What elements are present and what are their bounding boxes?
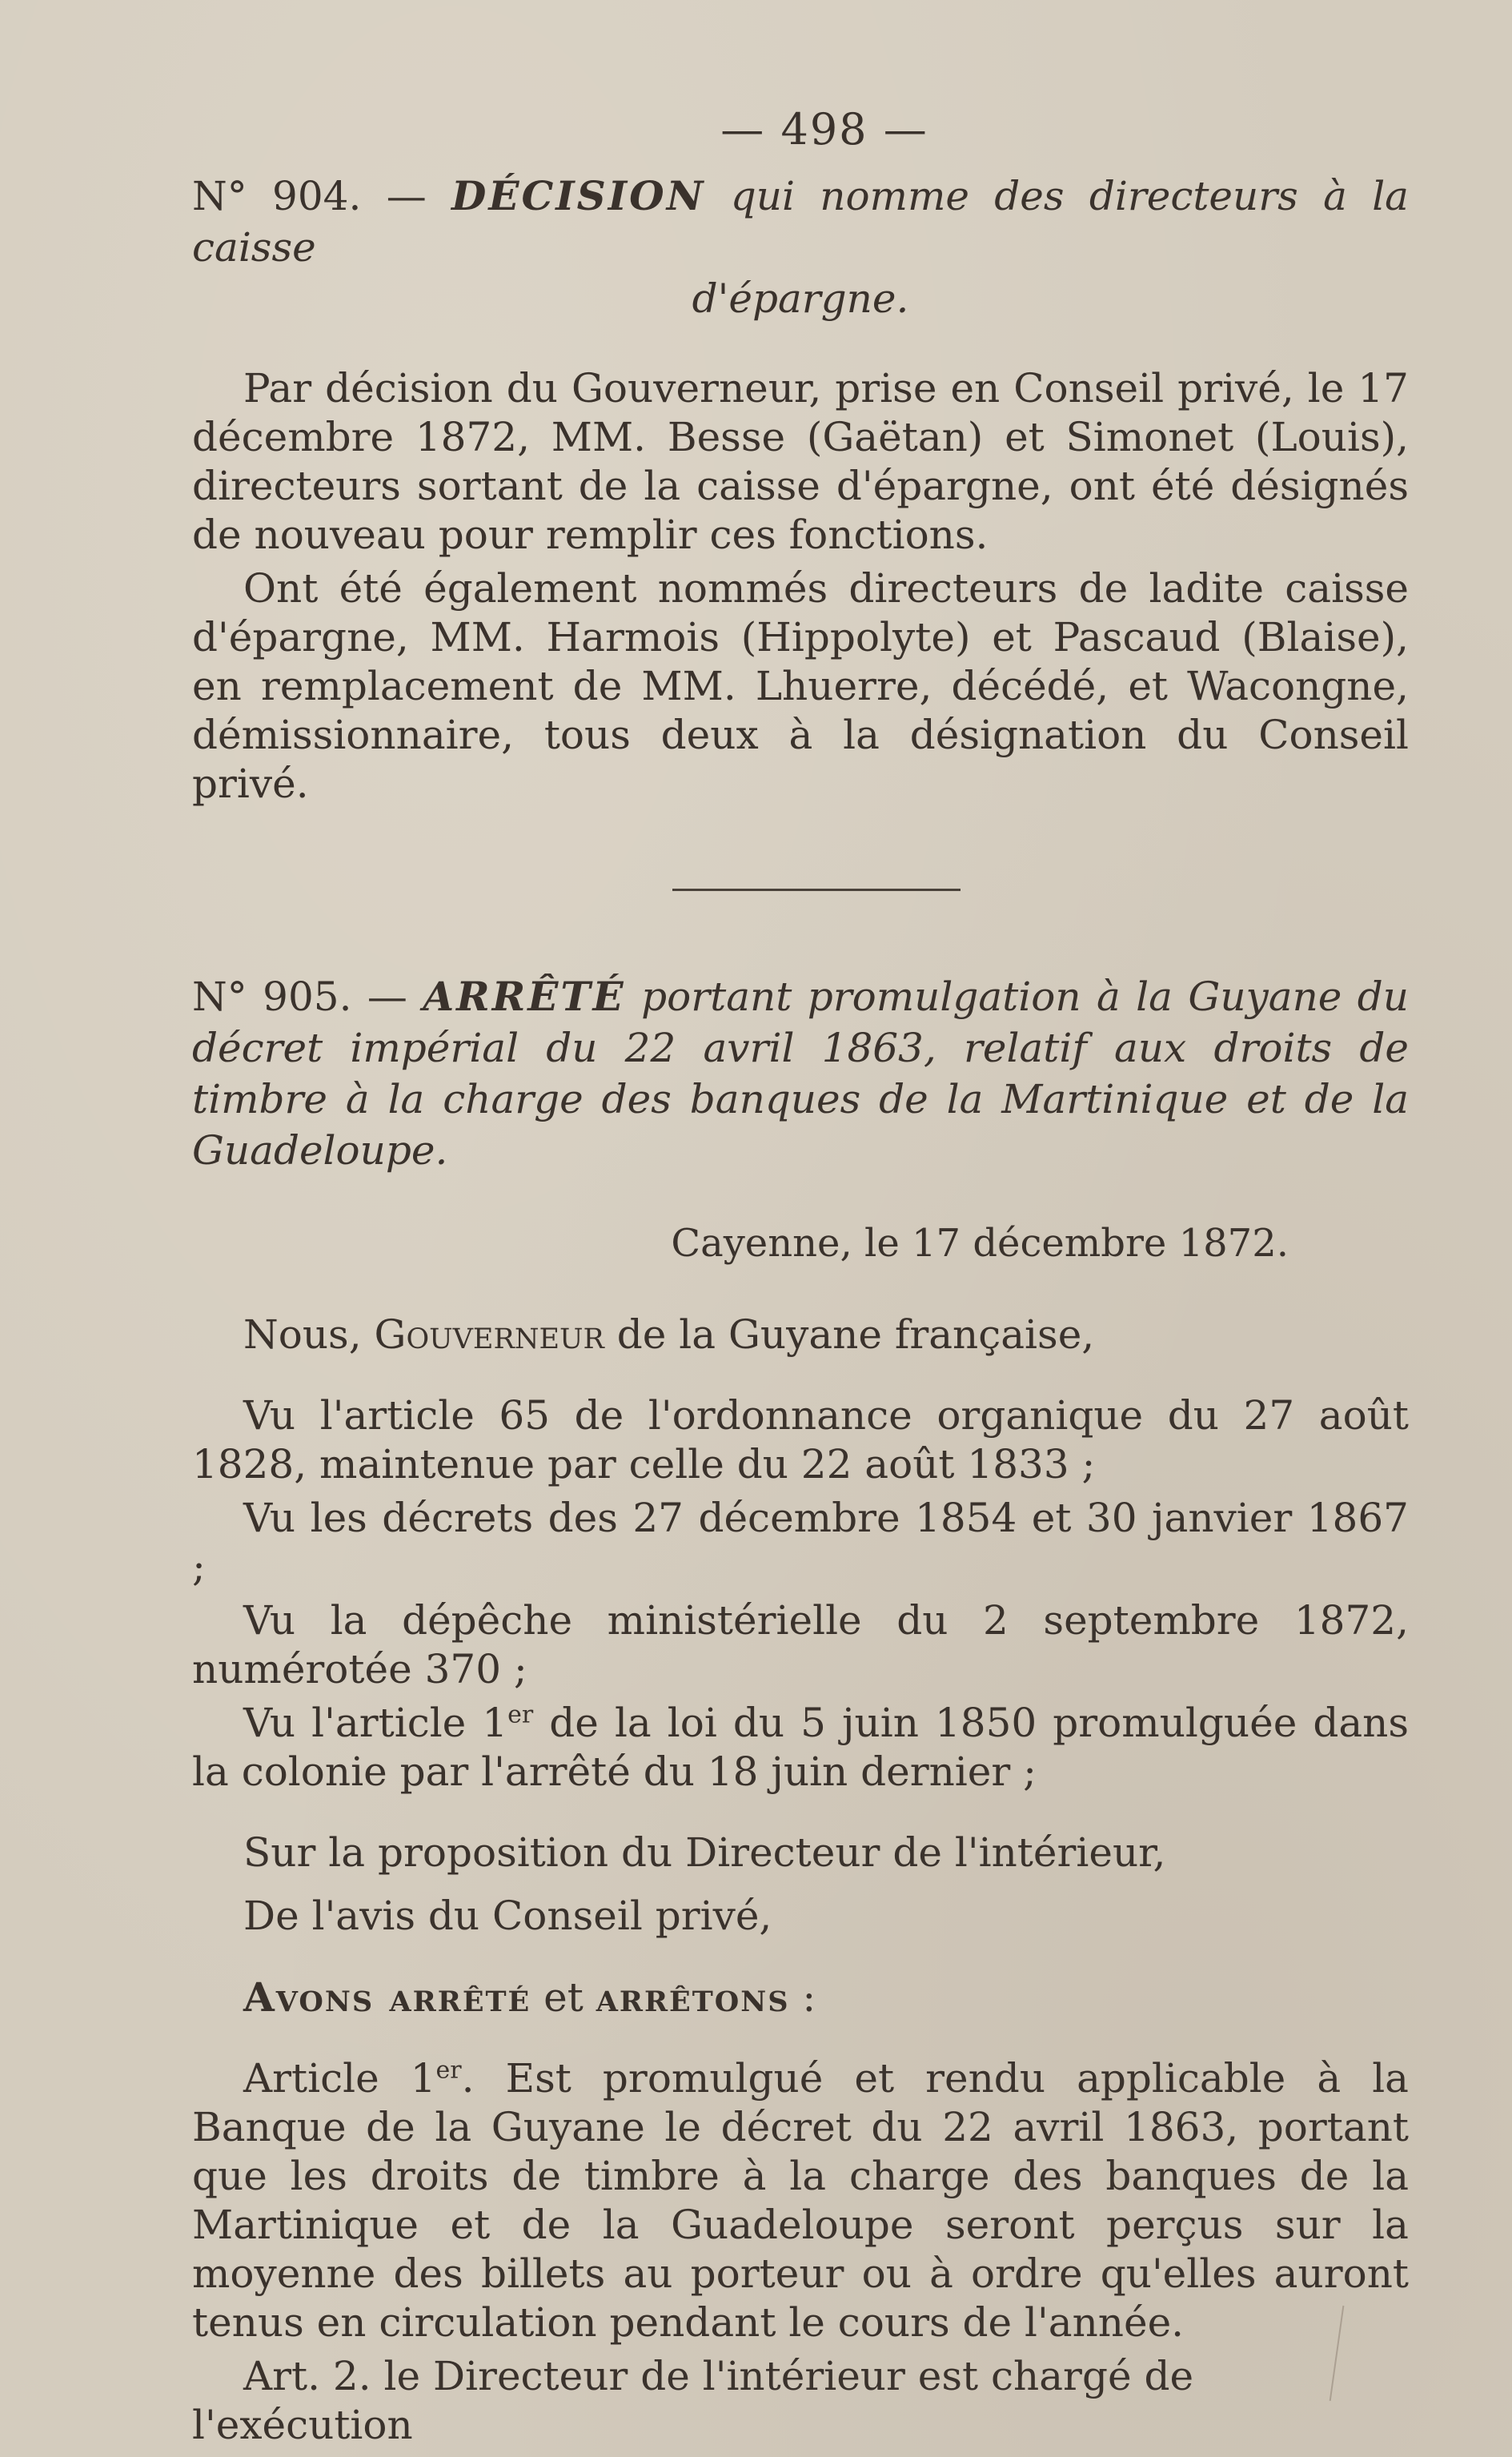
article-1-a: Article 1 (243, 2055, 436, 2102)
avons-arrete-mid: et (531, 1974, 596, 2021)
avons-arrete-1: Avons arrêté (243, 1973, 531, 2021)
article-2: Art. 2. le Directeur de l'intérieur est chargé de l'exécution (192, 2353, 1194, 2448)
entry-905-heading: ARRÊTÉ (423, 973, 626, 1020)
page-number: — 498 — (720, 104, 928, 155)
entry-904-heading-line2: d'épargne. (692, 275, 909, 322)
avons-arrete-2: arrêtons (596, 1973, 790, 2021)
gouverneur-title: Gouverneur (374, 1311, 604, 1358)
entry-904 (192, 171, 1409, 809)
nous-gouverneur (192, 1311, 1409, 1359)
entry-905 (192, 971, 1409, 2450)
document-page (192, 104, 1409, 2455)
entry-905-dash: — (351, 974, 423, 1020)
considerant-2: Vu les décrets des 27 décembre 1854 et 30 janvier 1867 ; (192, 1495, 1409, 1590)
article-1-b: . Est promulgué et rendu applicable à la Banque de la Guyane le décret du 22 avril 1863, portant que les droits de timbre à la charge des banques de la Martinique et de la Guadeloupe seront perçus sur la moyenne des billets au porteur ou à ordre qu'elles auront tenus en circulation pendant le cours de l'année. (192, 2055, 1409, 2346)
section-divider (672, 889, 961, 891)
entry-904-paragraph-1: Par décision du Gouverneur, prise en Conseil privé, le 17 décembre 1872, MM. Besse (Gaëtan) et Simonet (Louis), directeurs sortant de la caisse d'épargne, ont été désignés de nouveau pour remplir ces fonctions. (192, 365, 1409, 558)
entry-905-number: N° 905. (192, 974, 352, 1020)
considerant-4-sup: er (507, 1700, 534, 1729)
entry-904-paragraph-2: Ont été également nommés directeurs de ladite caisse d'épargne, MM. Harmois (Hippolyte) et Pascaud (Blaise), en remplacement de MM. Lhuerre, décédé, et Wacongne, démissionnaire, tous deux à la désignation du Conseil privé. (192, 565, 1409, 807)
entry-904-number: N° 904. (192, 173, 362, 219)
considerant-4-a: Vu l'article 1 (243, 1700, 508, 1746)
considerant-3: Vu la dépêche ministérielle du 2 septembre 1872, numérotée 370 ; (192, 1597, 1409, 1692)
dateline: Cayenne, le 17 décembre 1872. (671, 1221, 1289, 1266)
entry-904-heading-rest: qui nomme des directeurs à la caisse (192, 173, 1409, 271)
entry-904-heading: DÉCISION (451, 172, 706, 219)
entry-904-dash: — (361, 173, 452, 219)
considerant-1: Vu l'article 65 de l'ordonnance organique du 27 août 1828, maintenue par celle du 22 août 1833 ; (192, 1392, 1409, 1487)
avons-arrete (192, 1973, 1409, 2022)
proposition: Sur la proposition du Directeur de l'intérieur, (243, 1829, 1166, 1876)
nous-suffix: de la Guyane française, (604, 1311, 1095, 1358)
nous-prefix: Nous, (243, 1311, 375, 1358)
avis: De l'avis du Conseil privé, (243, 1893, 772, 1939)
article-1 (192, 2054, 1409, 2347)
article-1-sup: er (435, 2056, 462, 2085)
entry-905-title (192, 971, 1409, 1176)
entry-904-title (192, 171, 1409, 273)
entry-904-title-line2 (192, 273, 1409, 324)
entry-905-heading-rest: portant promulgation à la Guyane du décret impérial du 22 avril 1863, relatif aux droits de timbre à la charge des banques de la Martinique et de la Guadeloupe. (192, 974, 1409, 1174)
considerant-4 (192, 1699, 1409, 1797)
considerant-4-b: de la loi du 5 juin 1850 promulguée dans la colonie par l'arrêté du 18 juin dernier ; (192, 1700, 1410, 1795)
avons-arrete-end: : (789, 1974, 816, 2021)
